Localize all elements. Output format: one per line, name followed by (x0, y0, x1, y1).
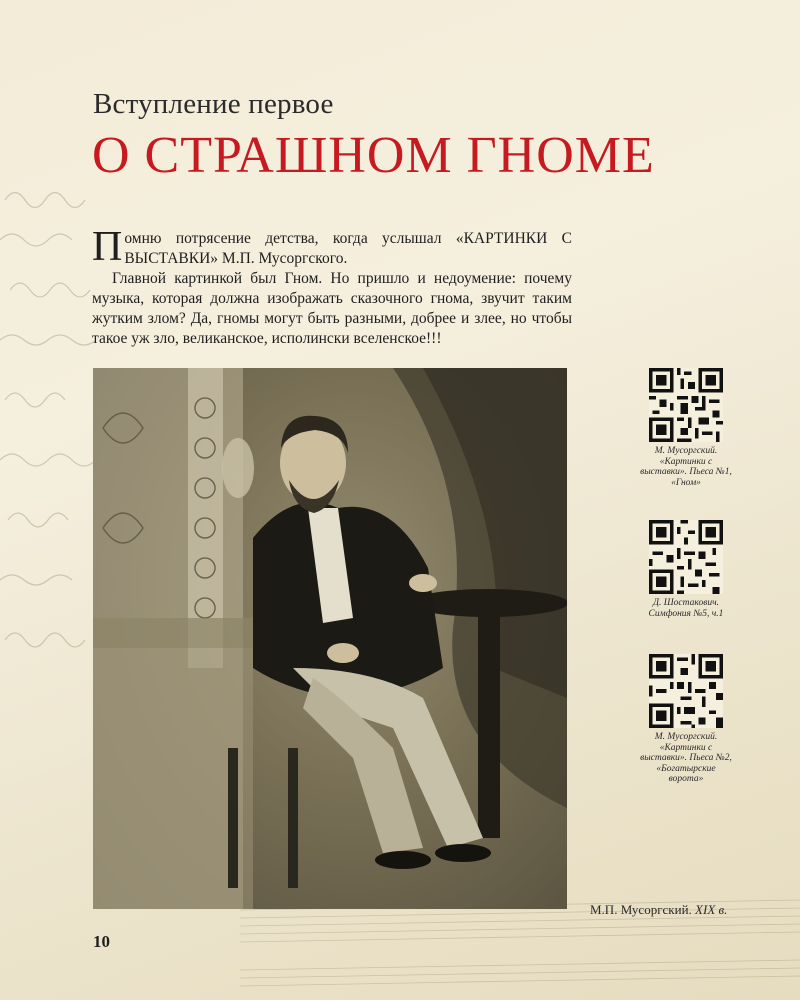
paragraph-1: омню потрясение детства, когда услышал «КАРТИНКИ С ВЫСТАВКИ» М.П. Мусоргского. (124, 230, 572, 267)
section-title: О СТРАШНОМ ГНОМЕ (92, 127, 655, 184)
qr-code-icon[interactable] (649, 368, 723, 442)
section-subtitle: Вступление первое (93, 88, 334, 120)
caption-name: М.П. Мусоргский. (590, 902, 692, 917)
qr-code-icon[interactable] (649, 520, 723, 594)
qr-label-1: М. Мусоргский. «Картинки с выставки». Пьеса №1, «Гном» (640, 446, 732, 488)
photo-caption (590, 902, 727, 918)
qr-block-3[interactable] (640, 654, 732, 785)
qr-label-2: Д. Шостакович. Симфония №5, ч.1 (648, 598, 724, 619)
paragraph-2: Главной картинкой был Гном. Но пришло и недоумение: почему музыка, которая должна изображать сказочного гнома, звучит таким жутким злом? Да, гномы могут быть разными, добрее и злее, но чтобы такое уж зло, великанское, исполински вселенское!!! (92, 270, 572, 347)
page-number: 10 (93, 932, 110, 951)
portrait-photo (93, 368, 567, 909)
qr-label-3: М. Мусоргский. «Картинки с выставки». Пьеса №2, «Богатырские ворота» (640, 732, 732, 784)
intro-text (92, 224, 572, 349)
qr-block-1[interactable] (640, 368, 732, 488)
qr-code-icon[interactable] (649, 654, 723, 728)
qr-block-2[interactable] (640, 520, 732, 619)
caption-era: XIX в. (695, 902, 728, 917)
drop-cap: П (92, 224, 123, 270)
